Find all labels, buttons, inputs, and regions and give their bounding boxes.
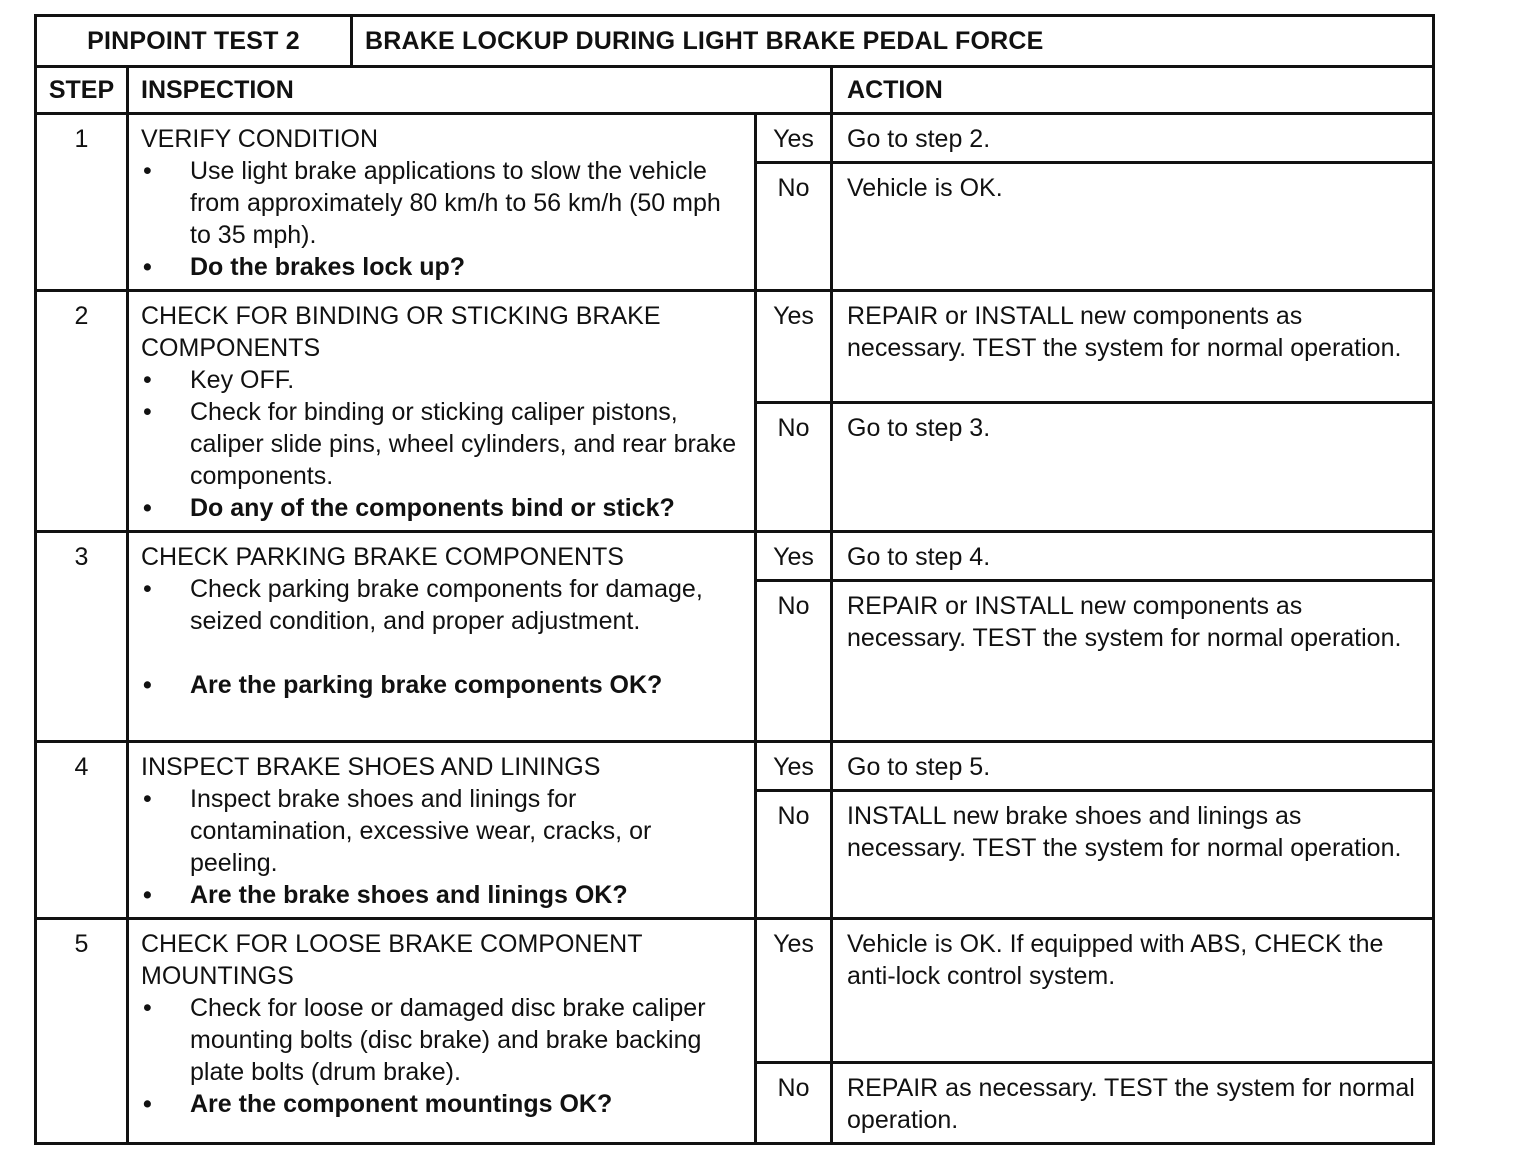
yes-action: Go to step 2.	[832, 114, 1434, 163]
step-row-3	[36, 532, 1434, 581]
yes-action: Vehicle is OK. If equipped with ABS, CHECK the anti-lock control system.	[832, 919, 1434, 1063]
no-label: No	[756, 1063, 832, 1144]
step-bullet: • Use light brake applications to slow the vehicle from approximately 80 km/h to 56 km/h (50 mph to 35 mph).	[143, 157, 721, 249]
title-row	[36, 16, 1434, 67]
yes-label: Yes	[756, 919, 832, 1063]
step-row-5	[36, 919, 1434, 1063]
step-bullet-list	[141, 992, 742, 1120]
step-bullet-list	[141, 364, 742, 524]
step-heading: CHECK FOR LOOSE BRAKE COMPONENT MOUNTINGS	[141, 930, 643, 990]
step-heading: VERIFY CONDITION	[141, 125, 379, 153]
step-row-2	[36, 291, 1434, 403]
no-label: No	[756, 403, 832, 532]
inspection-column-header: INSPECTION	[128, 67, 832, 114]
step-question: • Are the brake shoes and linings OK?	[143, 881, 628, 909]
no-action: REPAIR or INSTALL new components as necessary. TEST the system for normal operation.	[832, 581, 1434, 742]
yes-label: Yes	[756, 114, 832, 163]
bullet-icon: •	[143, 994, 152, 1022]
step-number: 1	[36, 114, 128, 291]
yes-action: REPAIR or INSTALL new components as necessary. TEST the system for normal operation.	[832, 291, 1434, 403]
step-question: • Are the parking brake components OK?	[143, 671, 663, 699]
step-heading: CHECK PARKING BRAKE COMPONENTS	[141, 543, 624, 571]
yes-label: Yes	[756, 532, 832, 581]
yes-label: Yes	[756, 291, 832, 403]
step-number: 3	[36, 532, 128, 742]
pinpoint-test-sheet	[34, 14, 1432, 1145]
step-inspection	[128, 291, 756, 532]
bullet-icon: •	[143, 494, 152, 522]
pinpoint-test-table	[34, 14, 1435, 1145]
step-question: • Are the component mountings OK?	[143, 1090, 613, 1118]
step-inspection	[128, 532, 756, 742]
bullet-icon: •	[143, 398, 152, 426]
no-label: No	[756, 791, 832, 919]
step-bullet: • Inspect brake shoes and linings for contamination, excessive wear, cracks, or peeling.	[143, 785, 652, 877]
header-row	[36, 67, 1434, 114]
no-label: No	[756, 163, 832, 291]
step-bullet-list	[141, 155, 742, 283]
step-bullet-list	[141, 783, 742, 911]
bullet-icon: •	[143, 881, 152, 909]
no-action: Go to step 3.	[832, 403, 1434, 532]
step-inspection	[128, 919, 756, 1144]
step-bullet-list	[141, 573, 742, 701]
step-question: • Do the brakes lock up?	[143, 253, 466, 281]
step-heading: INSPECT BRAKE SHOES AND LININGS	[141, 753, 601, 781]
action-column-header: ACTION	[832, 67, 1434, 114]
yes-label: Yes	[756, 742, 832, 791]
step-number: 2	[36, 291, 128, 532]
step-bullet: • Check for binding or sticking caliper pistons, caliper slide pins, wheel cylinders, and rear brake components.	[143, 398, 737, 490]
bullet-icon: •	[143, 1090, 152, 1118]
step-inspection	[128, 114, 756, 291]
step-row-4	[36, 742, 1434, 791]
yes-action: Go to step 4.	[832, 532, 1434, 581]
bullet-icon: •	[143, 785, 152, 813]
step-bullet: • Check for loose or damaged disc brake caliper mounting bolts (disc brake) and brake backing plate bolts (drum brake).	[143, 994, 706, 1086]
step-question: • Do any of the components bind or stick?	[143, 494, 675, 522]
step-heading: CHECK FOR BINDING OR STICKING BRAKE COMPONENTS	[141, 302, 661, 362]
bullet-icon: •	[143, 253, 152, 281]
bullet-icon: •	[143, 366, 152, 394]
step-number: 4	[36, 742, 128, 919]
step-bullet: • Check parking brake components for damage, seized condition, and proper adjustment.	[143, 575, 703, 635]
no-action: Vehicle is OK.	[832, 163, 1434, 291]
step-inspection	[128, 742, 756, 919]
no-action: REPAIR as necessary. TEST the system for normal operation.	[832, 1063, 1434, 1144]
no-label: No	[756, 581, 832, 742]
step-column-header: STEP	[36, 67, 128, 114]
no-action: INSTALL new brake shoes and linings as necessary. TEST the system for normal operation.	[832, 791, 1434, 919]
step-number: 5	[36, 919, 128, 1144]
test-name: BRAKE LOCKUP DURING LIGHT BRAKE PEDAL FORCE	[352, 16, 1434, 67]
step-row-1	[36, 114, 1434, 163]
test-id: PINPOINT TEST 2	[36, 16, 352, 67]
bullet-icon: •	[143, 671, 152, 699]
yes-action: Go to step 5.	[832, 742, 1434, 791]
bullet-icon: •	[143, 157, 152, 185]
bullet-icon: •	[143, 575, 152, 603]
step-bullet: • Key OFF.	[143, 366, 295, 394]
